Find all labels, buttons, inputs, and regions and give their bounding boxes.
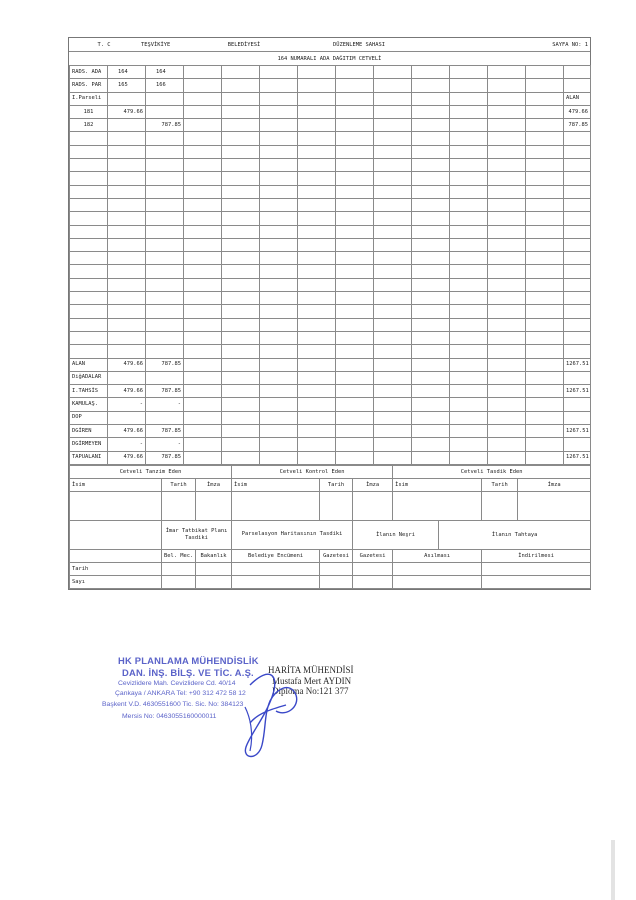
empty-row: [70, 278, 591, 291]
tasdik-header: Cetveli Tasdik Eden: [393, 465, 591, 478]
cell-label: 181: [70, 105, 108, 118]
cell: 166: [146, 79, 184, 92]
row-rads-par: [70, 79, 591, 92]
isim-label: İsim: [232, 478, 320, 491]
cell: -: [108, 438, 146, 451]
row-dop: [70, 411, 591, 424]
cell: -: [108, 398, 146, 411]
cell: 787.85: [146, 358, 184, 371]
cell: -: [146, 398, 184, 411]
signature-block: [69, 465, 591, 589]
empty-row: [70, 238, 591, 251]
page-number: SAYFA NO: 1: [429, 38, 590, 52]
cell-alan: 1267.51: [564, 385, 591, 398]
cell-alan: 1267.51: [564, 425, 591, 438]
cell: 787.85: [146, 385, 184, 398]
imar-tasdik-header: İmar Tatbikat Planı Tasdiki: [162, 520, 232, 549]
address-line2: Çankaya / ANKARA Tel: +90 312 472 58 12: [115, 690, 246, 697]
cell: 479.66: [108, 425, 146, 438]
cell: 164: [146, 66, 184, 79]
empty-row: [70, 252, 591, 265]
cell-label: TAPUALANI: [70, 451, 108, 464]
empty-row: [70, 331, 591, 344]
municipality-label: BELEDİYESİ: [199, 38, 289, 52]
cell-label: ALAN: [70, 358, 108, 371]
engineer-diploma: Diploma No:121 377: [272, 686, 349, 696]
empty-row: [70, 265, 591, 278]
empty-row: [70, 225, 591, 238]
cell-label: DiğADALAR: [70, 371, 108, 384]
tarih-label: Tarih: [482, 478, 518, 491]
bakanlik-label: Bakanlık: [196, 549, 232, 562]
cell-label: I.TAHSİS: [70, 385, 108, 398]
imza-label: İmza: [518, 478, 591, 491]
kontrol-header: Cetveli Kontrol Eden: [232, 465, 393, 478]
row-alan: [70, 358, 591, 371]
cell-label: DGİREN: [70, 425, 108, 438]
empty-row: [70, 198, 591, 211]
engineer-name: Mustafa Mert AYDIN: [272, 675, 352, 686]
cell-label: I.Parseli: [70, 92, 108, 105]
tarih-row-label: Tarih: [70, 562, 162, 575]
cell: 479.66: [108, 105, 146, 118]
ilanin-nesri-header: İlanın Neşri: [353, 520, 439, 549]
area-label: DÜZENLEME SAHASI: [289, 38, 429, 52]
page-edge-shadow: [611, 840, 615, 900]
sayi-row-label: Sayı: [70, 575, 162, 588]
empty-row: [70, 159, 591, 172]
cell-label: 182: [70, 119, 108, 132]
cell: 164: [108, 66, 146, 79]
engineer-title: HARİTA MÜHENDİSİ: [268, 665, 354, 675]
encumeni-label: Belediye Encümeni: [232, 549, 320, 562]
cell: 787.85: [146, 425, 184, 438]
sheet-title: 164 NUMARALI ADA DAĞITIM CETVELİ: [277, 55, 382, 62]
indirilmesi-label: İndirilmesi: [482, 549, 591, 562]
cell: 787.85: [146, 119, 184, 132]
row-rads-ada: [70, 66, 591, 79]
bel-mec-label: Bel. Mec.: [162, 549, 196, 562]
cell: -: [146, 438, 184, 451]
company-name-line2: DAN. İNŞ. BİLŞ. VE TİC. A.Ş.: [122, 667, 254, 678]
empty-row: [70, 145, 591, 158]
row-i-parseli: [70, 92, 591, 105]
imza-label: İmza: [196, 478, 232, 491]
isim-label: İsim: [393, 478, 482, 491]
cell: 479.66: [108, 385, 146, 398]
address-line3: Başkent V.D. 4630551600 Tic. Sic. No: 384123: [102, 701, 244, 708]
cell: 479.66: [108, 451, 146, 464]
address-line4: Mersis No: 0463055160000011: [122, 713, 217, 720]
cell: 479.66: [108, 358, 146, 371]
row-i-tahsis: [70, 385, 591, 398]
cell-alan: 1267.51: [564, 451, 591, 464]
row-kamulas: [70, 398, 591, 411]
company-stamp: [100, 655, 400, 765]
cell-alan: 787.85: [564, 119, 591, 132]
sheet-header: [69, 38, 590, 65]
ilanin-tahtaya-header: İlanın Tahtaya: [439, 520, 591, 549]
company-name-line1: HK PLANLAMA MÜHENDİSLİK: [118, 655, 259, 666]
cell-alan: 1267.51: [564, 358, 591, 371]
parselasyon-tasdik-header: Parselasyon Haritasının Tasdiki: [232, 520, 353, 549]
gazetesi-label: Gazetesi: [353, 549, 393, 562]
row-dgiren: [70, 425, 591, 438]
empty-row: [70, 305, 591, 318]
cell-label: KAMULAŞ.: [70, 398, 108, 411]
signature-icon: [100, 655, 400, 765]
row-parcel-181: [70, 105, 591, 118]
tc-label: T. C: [69, 38, 139, 52]
row-tapualani: [70, 451, 591, 464]
row-dgirmeyen: [70, 438, 591, 451]
empty-row: [70, 292, 591, 305]
cell-label: RADS. ADA: [70, 66, 108, 79]
asilmasi-label: Asılması: [393, 549, 482, 562]
empty-row: [70, 172, 591, 185]
empty-row: [70, 132, 591, 145]
parcel-grid: [69, 65, 591, 465]
cell-label: DOP: [70, 411, 108, 424]
tanzim-header: Cetveli Tanzim Eden: [70, 465, 232, 478]
distribution-sheet: [68, 37, 591, 590]
gazetesi-label: Gazetesi: [320, 549, 353, 562]
tarih-label: Tarih: [320, 478, 353, 491]
alan-header: ALAN: [564, 92, 591, 105]
address-line1: Cevizlidere Mah. Cevizlidere Cd. 40/14: [118, 680, 236, 687]
row-parcel-182: [70, 119, 591, 132]
row-digadalar: [70, 371, 591, 384]
empty-row: [70, 345, 591, 358]
empty-row: [70, 212, 591, 225]
cell: 165: [108, 79, 146, 92]
cell-label: DGİRMEYEN: [70, 438, 108, 451]
tarih-label: Tarih: [162, 478, 196, 491]
cell-label: RADS. PAR: [70, 79, 108, 92]
empty-row: [70, 185, 591, 198]
isim-label: İsim: [70, 478, 162, 491]
empty-row: [70, 318, 591, 331]
cell: 787.85: [146, 451, 184, 464]
imza-label: İmza: [353, 478, 393, 491]
cell-alan: 479.66: [564, 105, 591, 118]
district-name: TEŞVİKİYE: [139, 38, 199, 52]
